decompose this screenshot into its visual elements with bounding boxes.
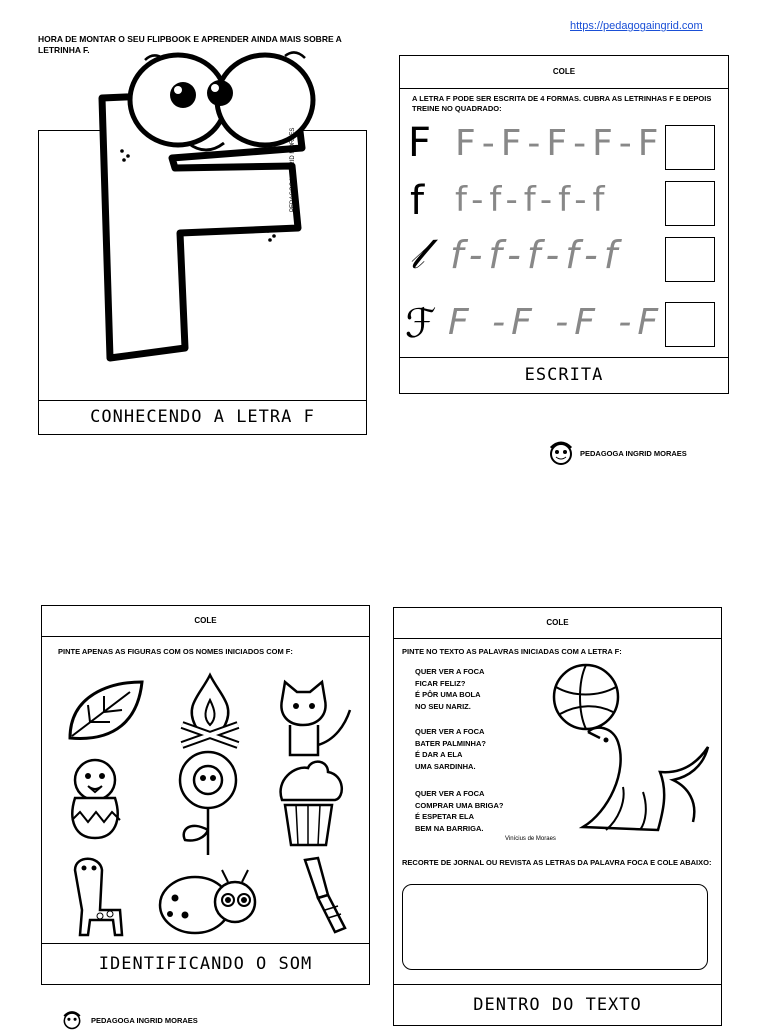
poem-stanza-1: QUER VER A FOCA FICAR FELIZ? É PÔR UMA BOLA NO SEU NARIZ. <box>415 667 485 711</box>
figures-grid <box>60 670 360 940</box>
logo-mascot-icon <box>57 1010 87 1030</box>
row2-trace: f-f-f-f-f <box>455 180 611 220</box>
paste-area[interactable] <box>402 884 708 970</box>
row4-trace: F -F -F -F <box>448 302 665 343</box>
escrita-instruction: A LETRA F PODE SER ESCRITA DE 4 FORMAS. CUBRA AS LETRINHAS F E DEPOIS TREINE NO QUADRADO: <box>412 94 712 113</box>
poem-stanza-3: QUER VER A FOCA COMPRAR UMA BRIGA? É ESPETAR ELA BEM NA BARRIGA. <box>415 789 504 833</box>
poem-author: Vinícius de Moraes <box>505 836 556 842</box>
caption-conhecendo: CONHECENDO A LETRA F <box>38 400 367 435</box>
logo-mid <box>546 440 687 466</box>
letter-f-character-icon <box>80 48 340 378</box>
flower-icon[interactable] <box>180 752 236 855</box>
seal-with-ball-icon <box>548 662 716 842</box>
site-link[interactable]: https://pedagogaingrid.com <box>570 20 703 32</box>
row3-model: 𝓁 <box>410 229 424 278</box>
caption-identificando: IDENTIFICANDO O SOM <box>41 943 370 985</box>
duck-icon[interactable] <box>72 760 120 838</box>
bonfire-icon[interactable] <box>182 675 238 745</box>
identificando-instruction: PINTE APENAS AS FIGURAS COM OS NOMES INICIADOS COM F: <box>58 647 293 656</box>
row1-trace: F-F-F-F-F <box>455 123 665 164</box>
cat-icon[interactable] <box>281 682 350 755</box>
row2-practice-box[interactable] <box>665 181 715 226</box>
intro-text: HORA DE MONTAR O SEU FLIPBOOK E APRENDER AINDA MAIS SOBRE A LETRINHA F. <box>38 34 342 55</box>
row3-trace: f-f-f-f-f <box>450 233 624 277</box>
row3-practice-box[interactable] <box>665 237 715 282</box>
row4-practice-box[interactable] <box>665 302 715 347</box>
cole-label-3: COLE <box>41 605 370 637</box>
watermark-vertical: PEDAGOGA INGRID MORAES <box>290 127 296 212</box>
caption-escrita: ESCRITA <box>399 357 729 394</box>
texto-instruction: PINTE NO TEXTO AS PALAVRAS INICIADAS COM A LETRA F: <box>402 647 622 656</box>
cole-label: COLE <box>399 55 729 89</box>
row2-model: f <box>410 178 425 224</box>
logo-bottom <box>57 1010 198 1030</box>
poem-stanza-2: QUER VER A FOCA BATER PALMINHA? É DAR A ELA UMA SARDINHA. <box>415 727 486 771</box>
logo-mid-text: PEDAGOGA INGRID MORAES <box>580 448 687 458</box>
cupcake-icon[interactable] <box>281 762 342 845</box>
row1-model: F <box>408 120 432 166</box>
caption-dentro-texto: DENTRO DO TEXTO <box>393 984 722 1025</box>
leaf-icon[interactable] <box>70 682 142 738</box>
knife-icon[interactable] <box>305 858 345 932</box>
logo-bottom-text: PEDAGOGA INGRID MORAES <box>91 1015 198 1025</box>
cut-instruction: RECORTE DE JORNAL OU REVISTA AS LETRAS DA PALAVRA FOCA E COLE ABAIXO: <box>402 858 712 867</box>
row1-practice-box[interactable] <box>665 125 715 170</box>
giraffe-icon[interactable] <box>75 859 122 935</box>
logo-mascot-icon <box>546 440 576 466</box>
row4-model: ℱ <box>405 301 437 347</box>
ladybug-icon[interactable] <box>160 870 255 933</box>
cole-label-4: COLE <box>393 607 722 639</box>
